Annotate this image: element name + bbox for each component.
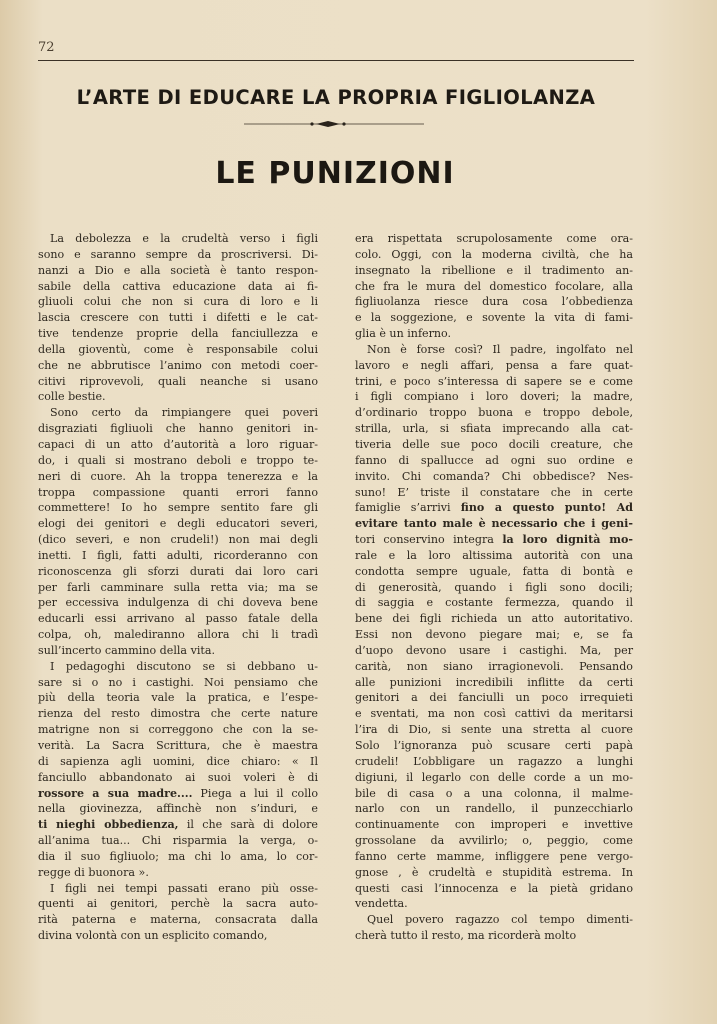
text-line: quenti ai genitori, perchè la sacra auto- <box>38 897 318 911</box>
text-line: cherà tutto il resto, ma ricorderà molto <box>355 929 577 943</box>
text-line: tive tendenze proprie della fanciullezza e <box>38 327 318 341</box>
text-line: matrigne non si correggono che con la se- <box>38 723 318 737</box>
left-column <box>38 231 318 944</box>
text-line: capaci di un atto d’autorità a loro riguar- <box>38 437 318 451</box>
text-line: neri di cuore. Ah la troppa tenerezza e la <box>38 469 318 483</box>
text-line: continuamente con improperi e invettive <box>355 818 633 832</box>
text-line: condotta sempre uguale, fatta di bontà e <box>355 564 633 578</box>
text-line: sull’incerto cammino della vita. <box>38 643 215 657</box>
text-line: sono e saranno sempre da proscriversi. Di- <box>38 247 318 261</box>
text-line: elogi dei genitori e degli educatori severi, <box>38 517 318 531</box>
text-line: divina volontà con un esplicito comando, <box>38 929 268 943</box>
text-line: grossolane da avvilirlo; o, peggio, come <box>355 834 633 848</box>
text-line: rale e la loro altissima autorità con una <box>355 548 633 562</box>
text-line: alle punizioni incredibili inflitte da certi <box>355 675 633 689</box>
text-line: rità paterna e materna, consacrata dalla <box>38 913 318 927</box>
text-line: per farli camminare sulla retta via; ma se <box>38 580 318 594</box>
text-line: strilla, urla, si sfiata imprecando alla cat- <box>355 422 633 436</box>
text-line: vendetta. <box>355 897 408 911</box>
text-line: all’anima tua... Chi risparmia la verga, o- <box>38 834 318 848</box>
text-line: digiuni, il legarlo con delle corde a un mo- <box>355 770 633 784</box>
text-line: nanzi a Dio e alla società è tanto respon- <box>38 263 318 277</box>
text-line: Solo l’ignoranza può scusare certi papà <box>355 739 633 752</box>
text-line: fanciullo abbandonato ai suoi voleri è di <box>38 770 318 784</box>
text-line: più della teoria vale la pratica, e l’espe- <box>38 691 318 705</box>
text-line: figliuolanza riesce dura cosa l’obbedienza <box>355 295 633 309</box>
text-line: bene dei figli richieda un atto autoritativo. <box>355 612 633 626</box>
text-line: (dico severi, e non crudeli!) non mai degli <box>38 533 318 547</box>
text-line: dia il suo figliuolo; ma chi lo ama, lo cor- <box>38 849 318 863</box>
ornament-divider-icon <box>244 120 424 128</box>
text-line: ti nieghi obbedienza, il che sarà di dolore <box>38 818 318 832</box>
text-line: narlo con un randello, il punzecchiarlo <box>355 802 633 816</box>
text-line: che ne abbrutisce l’animo con metodi coer- <box>38 358 318 372</box>
text-line: carità, non siano irragionevoli. Pensando <box>355 659 633 673</box>
text-line: invito. Chi comanda? Chi obbedisce? Nes- <box>355 469 633 483</box>
text-line: gnose , è crudeltà e stupidità estrema. In <box>355 865 633 879</box>
text-line: della gioventù, come è responsabile colui <box>38 342 318 356</box>
text-line: sabile della cattiva educazione data ai fi- <box>38 279 318 293</box>
text-line: tiveria delle sue poco docili creature, che <box>355 437 633 451</box>
text-line: verità. La Sacra Scrittura, che è maestra <box>38 739 318 752</box>
text-line: questi casi l’innocenza e la pietà gridano <box>355 881 633 895</box>
header-rule <box>38 60 634 61</box>
text-line: e la soggezione, e sovente la vita di fami- <box>355 311 633 325</box>
text-line: Essi non devono piegare mai; e, se fa <box>355 628 633 642</box>
text-line: educarli essi arrivano al passo fatale della <box>38 612 318 626</box>
text-line: tori conservino integra la loro dignità mo- <box>355 533 633 547</box>
text-line: di saggia e costante fermezza, quando il <box>355 596 633 610</box>
text-line: do, i quali si mostrano deboli e troppo te- <box>38 453 318 467</box>
text-line: famiglie s’arrivi fino a questo punto! Ad <box>355 501 633 515</box>
text-line: evitare tanto male è necessario che i geni- <box>355 517 633 531</box>
text-line: Sono certo da rimpiangere quei poveri <box>50 406 318 420</box>
text-line: nella giovinezza, affinchè non s’induri, e <box>38 802 318 816</box>
text-line: sare si o no i castighi. Noi pensiamo che <box>38 675 318 689</box>
text-line: era rispettata scrupolosamente come ora- <box>355 232 633 245</box>
article-title: LE PUNIZIONI <box>215 156 455 191</box>
text-line: colle bestie. <box>38 390 106 404</box>
text-line: i figli compiano i loro doveri; la madre, <box>355 390 633 404</box>
text-line: colo. Oggi, con la moderna civiltà, che ha <box>355 247 633 261</box>
text-line: I figli nei tempi passati erano più osse- <box>50 881 318 895</box>
text-line: Quel povero ragazzo col tempo dimenti- <box>367 913 633 927</box>
text-line: La debolezza e la crudeltà verso i figli <box>50 232 318 245</box>
text-line: lavoro e negli affari, pensa a fare quat- <box>355 358 633 372</box>
text-line: rossore a sua madre.... Piega a lui il collo <box>38 786 318 800</box>
text-line: per eccessiva indulgenza di chi doveva bene <box>38 596 318 610</box>
text-line: fanno certe mamme, infliggere pene vergo- <box>355 849 633 863</box>
text-line: I pedagoghi discutono se si debbano u- <box>50 659 318 673</box>
text-line: citivi riprovevoli, quali neanche si usano <box>38 374 318 388</box>
text-line: glia è un inferno. <box>355 327 452 341</box>
text-line: suno! E’ triste il constatare che in certe <box>355 485 633 499</box>
text-line: riconoscenza gli sforzi durati dai loro cari <box>38 564 318 578</box>
series-title: L’ARTE DI EDUCARE LA PROPRIA FIGLIOLANZA <box>76 86 596 109</box>
text-line: e sventati, ma non così cattivi da meritarsi <box>355 707 633 721</box>
text-line: l’ira di Dio, si sente una stretta al cuore <box>355 723 633 737</box>
text-line: lascia crescere con tutti i difetti e le cat- <box>38 311 318 325</box>
text-line: insegnato la ribellione e il tradimento an- <box>355 263 633 277</box>
text-line: Non è forse così? Il padre, ingolfato nel <box>367 342 633 356</box>
text-line: colpa, oh, malediranno allora chi li tradì <box>38 628 318 642</box>
text-line: disgraziati figliuoli che hanno genitori in- <box>38 422 318 436</box>
text-line: troppa compassione quanti errori fanno <box>38 485 318 499</box>
text-line: di sapienza agli uomini, dice chiaro: « Il <box>38 754 318 768</box>
text-line: rienza del resto dimostra che certe nature <box>38 707 318 721</box>
text-line: regge di buonora ». <box>38 865 149 879</box>
text-line: trini, e poco s’interessa di sapere se e come <box>355 374 633 388</box>
text-line: che fra le mura del domestico focolare, alla <box>355 279 633 293</box>
page-number: 72 <box>38 40 55 55</box>
text-line: di generosità, quando i figli sono docili; <box>355 580 633 594</box>
text-line: commettere! Io ho sempre sentito fare gli <box>38 501 318 515</box>
text-line: fanno di spallucce ad ogni suo ordine e <box>355 453 633 467</box>
text-line: crudeli! L’obbligare un ragazzo a lunghi <box>355 754 633 768</box>
text-line: d’ordinario troppo buona e troppo debole, <box>355 406 633 420</box>
text-line: gliuoli colui che non si cura di loro e li <box>38 295 318 309</box>
text-line: inetti. I figli, fatti adulti, ricorderanno con <box>38 548 318 562</box>
text-line: bile di casa o a una colonna, il malme- <box>355 786 633 800</box>
text-line: genitori a dei fanciulli un poco irrequieti <box>355 691 633 705</box>
text-line: d’uopo devono usare i castighi. Ma, per <box>355 643 633 657</box>
right-column <box>355 231 633 944</box>
